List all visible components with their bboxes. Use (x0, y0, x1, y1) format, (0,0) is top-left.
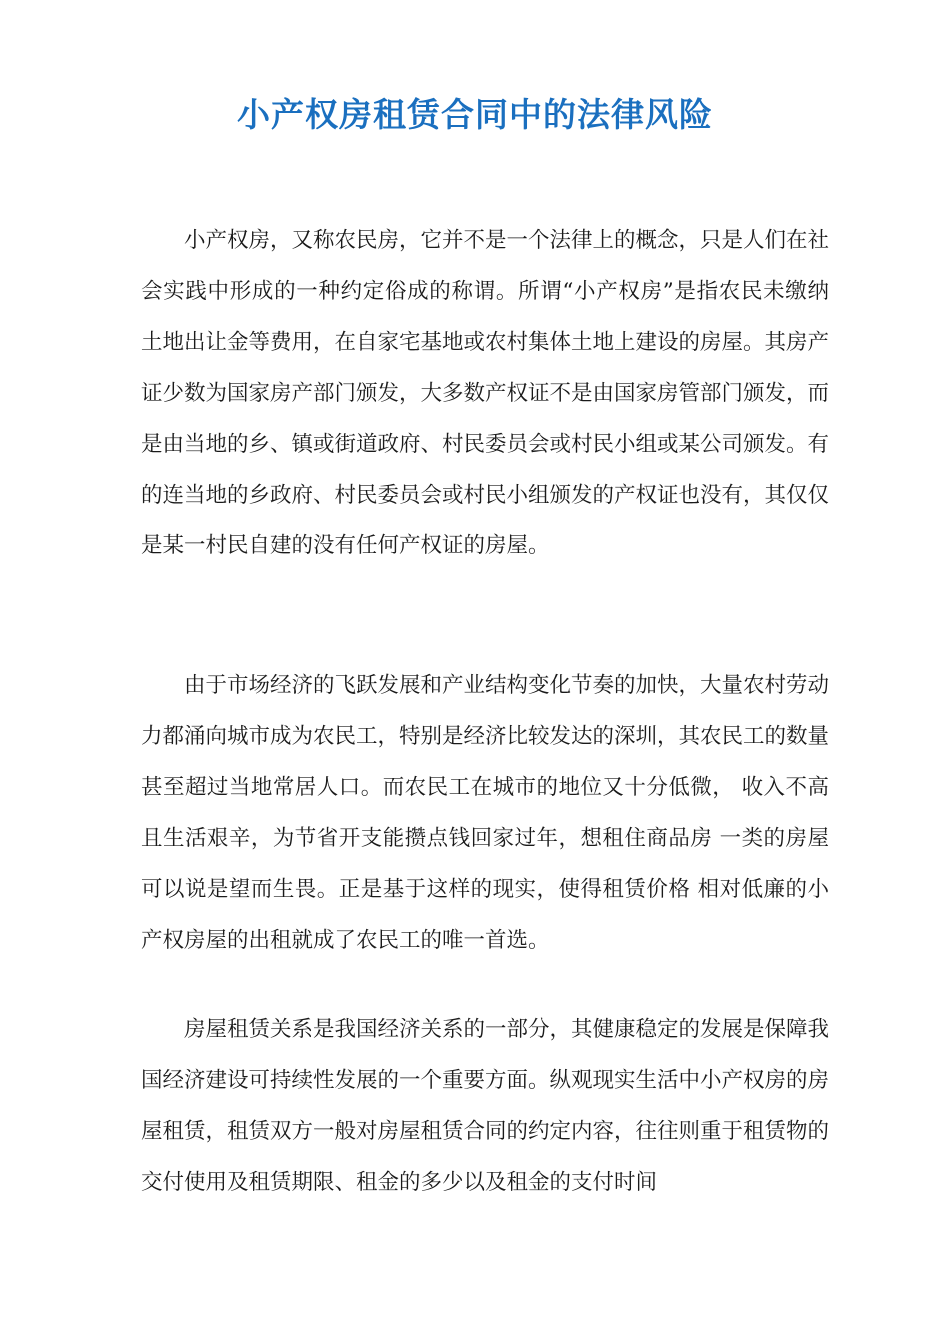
document-title: 小产权房租赁合同中的法律风险 (237, 95, 713, 134)
body-paragraph: 由于市场经济的飞跃发展和产业结构变化节奏的加快，大量农村劳动力都涌向城市成为农民工，特别是经济比较发达的深圳，其农民工的数量甚至超过当地常居人口。而农民工在城市的地位又十分低微， 收入不高且生活艰辛，为节省开支能攒点钱回家过年，想租住商品房 一类的房屋可以说是望而生畏。正是基于这样的现实，使得租赁价格 相对低廉的小产权房屋的出租就成了农民工的唯一首选。 (141, 673, 830, 953)
body-paragraph: 小产权房，又称农民房，它并不是一个法律上的概念，只是人们在社会实践中形成的一种约定俗成的称谓。所谓“小产权房”是指农民未缴纳土地出让金等费用，在自家宅基地或农村集体土地上建设的房屋。其房产证少数为国家房产部门颁发，大多数产权证不是由国家房管部门颁发，而是由当地的乡、镇或街道政府、村民委员会或村民小组或某公司颁发。有的连当地的乡政府、村民委员会或村民小组颁发的产权证也没有，其仅仅是某一村民自建的没有任何产权证的房屋。 (141, 228, 830, 559)
body-paragraph: 房屋租赁关系是我国经济关系的一部分，其健康稳定的发展是保障我国经济建设可持续性发展的一个重要方面。纵观现实生活中小产权房的房屋租赁，租赁双方一般对房屋租赁合同的约定内容，往往则重于租赁物的交付使用及租赁期限、租金的多少以及租金的支付时间 (141, 1017, 830, 1195)
